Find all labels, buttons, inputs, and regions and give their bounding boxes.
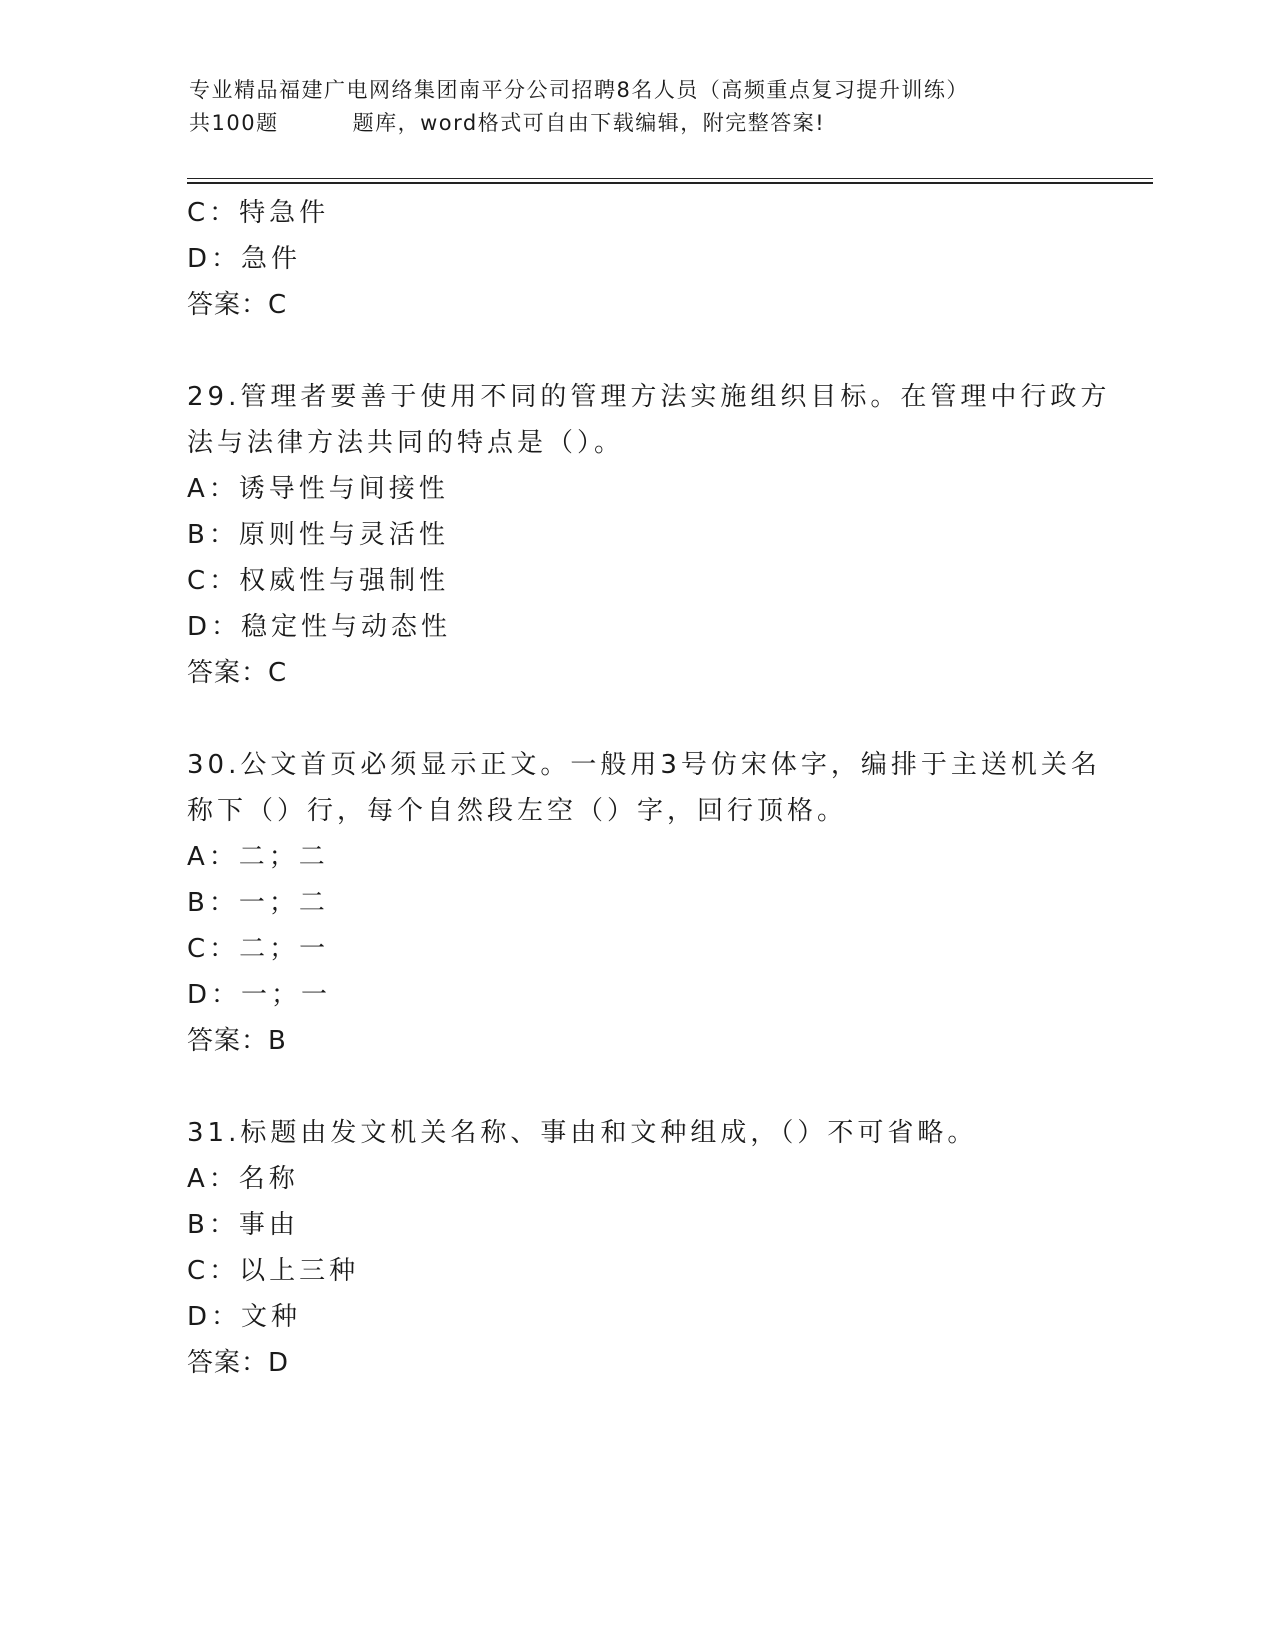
header-description: 题库，word格式可自由下载编辑，附完整答案!	[352, 111, 826, 135]
answer-line: 答案：C	[187, 658, 288, 688]
answer-line: 答案：B	[187, 1026, 287, 1056]
option-a: A：二；二	[187, 842, 329, 872]
option-d: D：急件	[187, 244, 302, 274]
question-text: 30.公文首页必须显示正文。一般用3号仿宋体字，编排于主送机关名	[187, 750, 1101, 780]
option-d: D：文种	[187, 1302, 302, 1332]
option-a: A：诱导性与间接性	[187, 474, 449, 504]
question-text: 31.标题由发文机关名称、事由和文种组成，（）不可省略。	[187, 1118, 978, 1148]
page-header	[189, 74, 1189, 140]
question-text: 29.管理者要善于使用不同的管理方法实施组织目标。在管理中行政方	[187, 382, 1111, 412]
header-title: 专业精品福建广电网络集团南平分公司招聘8名人员（高频重点复习提升训练）	[189, 78, 969, 102]
question-30	[187, 742, 1101, 1064]
question-list	[187, 190, 1111, 1386]
option-b: B：原则性与灵活性	[187, 520, 449, 550]
option-c: C：以上三种	[187, 1256, 360, 1286]
option-b: B：事由	[187, 1210, 299, 1240]
header-question-count: 共100题	[189, 111, 279, 135]
question-29	[187, 374, 1111, 696]
option-a: A：名称	[187, 1164, 299, 1194]
option-c: C：特急件	[187, 198, 330, 228]
option-b: B：一；二	[187, 888, 329, 918]
answer-line: 答案：D	[187, 1348, 290, 1378]
header-divider-thick	[187, 182, 1153, 184]
option-d: D：一；一	[187, 980, 332, 1010]
question-28-tail	[187, 190, 1087, 328]
question-text-cont: 称下（）行，每个自然段左空（）字，回行顶格。	[187, 796, 848, 826]
header-divider	[187, 178, 1153, 179]
answer-line: 答案：C	[187, 290, 288, 320]
question-text-cont: 法与法律方法共同的特点是（）。	[187, 428, 625, 458]
option-d: D：稳定性与动态性	[187, 612, 452, 642]
option-c: C：二；一	[187, 934, 330, 964]
option-c: C：权威性与强制性	[187, 566, 450, 596]
header-subtitle	[189, 107, 1189, 140]
question-31	[187, 1110, 1087, 1386]
